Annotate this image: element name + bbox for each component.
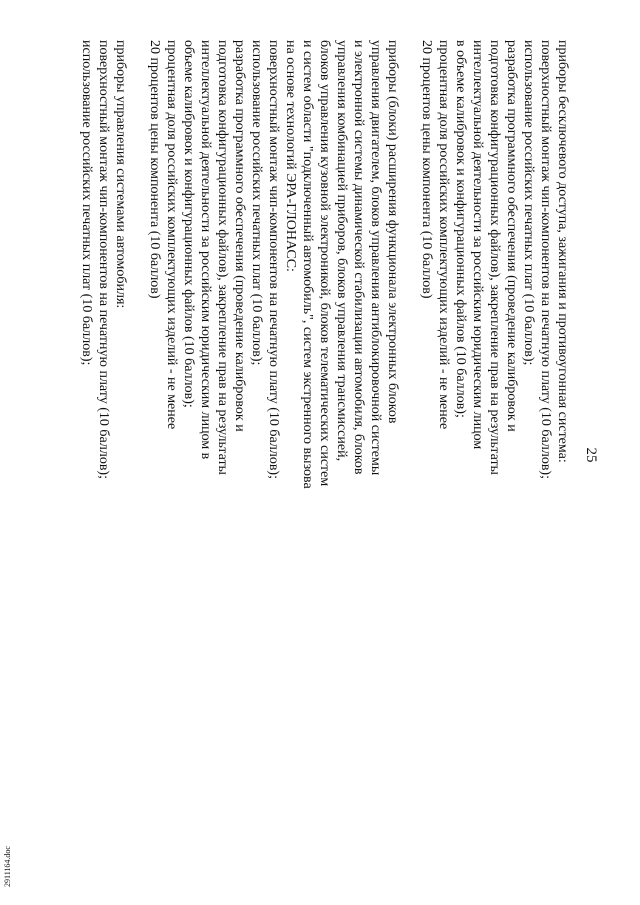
text-line: процентная доля российских комплектующих изделий - не менее xyxy=(164,40,179,430)
text-line: интеллектуальной деятельности за российским юридическим лицом xyxy=(470,40,485,450)
text-line: приборы управления системами автомобиля: xyxy=(113,40,128,309)
text-line: и систем области "подключенный автомобиль", систем экстренного вызова xyxy=(300,40,315,489)
text-line: приборы (блоки) расширения функционала электронных блоков xyxy=(385,40,400,424)
text-line: объеме калибровок и конфигурационных файлов (10 баллов); xyxy=(181,40,196,408)
text-line: использование российских печатных плат (10 баллов); xyxy=(249,40,264,366)
text-line: интеллектуальной деятельности за российским юридическим лицом в xyxy=(198,40,213,460)
text-line: приборы бесключевого доступа, зажигания и противоугонная система: xyxy=(555,40,570,463)
file-name-footer: 2911164.doc xyxy=(3,846,12,887)
text-line: использование российских печатных плат (10 баллов); xyxy=(521,40,536,366)
text-line: управления комбинацией приборов, блоков управления трансмиссией, xyxy=(334,40,349,462)
text-line: в объеме калибровок и конфигурационных файлов (10 баллов); xyxy=(453,40,468,418)
rotated-page xyxy=(40,40,600,870)
text-line: и электронной системы динамической стабилизации автомобиля, блоков xyxy=(351,40,366,475)
text-line: поверхностный монтаж чип-компонентов на печатную плату (10 баллов); xyxy=(266,40,281,479)
text-line: управления двигателем, блоков управления антиблокировочной системы xyxy=(368,40,383,476)
text-line: блоков управления кузовной электроникой, блоков телематических систем xyxy=(317,40,332,487)
text-line: подготовка конфигурационных файлов), закрепление прав на результаты xyxy=(487,40,502,475)
text-line: на основе технологий ЭРА-ГЛОНАСС: xyxy=(283,40,298,272)
text-line: подготовка конфигурационных файлов), закрепление прав на результаты xyxy=(215,40,230,475)
text-line: разработка программного обеспечения (проведение калибровок и xyxy=(232,40,247,432)
text-line: 20 процентов цены компонента (10 баллов) xyxy=(419,40,434,299)
page-number: 25 xyxy=(583,447,599,463)
text-line: поверхностный монтаж чип-компонентов на печатную плату (10 баллов); xyxy=(96,40,111,479)
text-line: 20 процентов цены компонента (10 баллов) xyxy=(147,40,162,299)
text-line: использование российских печатных плат (10 баллов); xyxy=(79,40,94,366)
text-line: поверхностный монтаж чип-компонентов на печатную плату (10 баллов); xyxy=(538,40,553,479)
text-line: процентная доля российских комплектующих изделий - не менее xyxy=(436,40,451,430)
text-line: разработка программного обеспечения (проведение калибровок и xyxy=(504,40,519,432)
